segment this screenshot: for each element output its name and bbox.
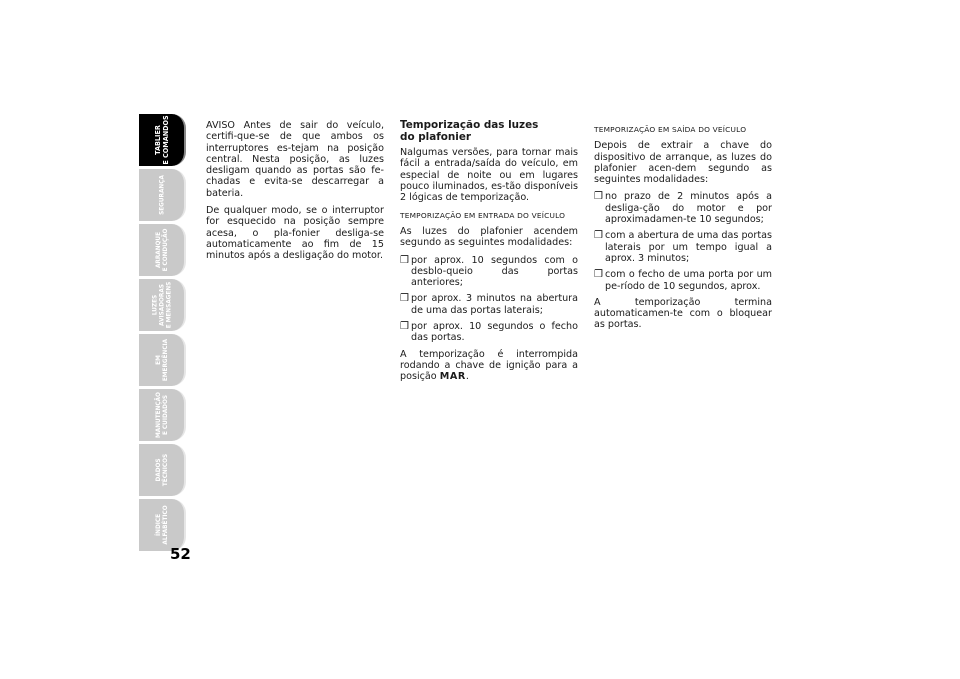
tab-label: EM EMERGÊNCIA [153, 338, 169, 382]
tab-tablier[interactable] [139, 114, 186, 166]
closing-paragraph [400, 349, 578, 383]
heading-line-1: Temporização das luzes [400, 119, 539, 131]
tab-label: TABLIER E COMANDOS [152, 115, 170, 165]
tab-label: ARRANQUE E CONDUÇÃO [153, 228, 169, 272]
list-item-text: com a abertura de uma das portas laterais por um tempo igual a aprox. 3 minutos; [605, 230, 772, 264]
list-item [400, 293, 578, 316]
tab-label: MANUTENÇÃO E CUIDADOS [153, 392, 169, 438]
column-2 [400, 120, 578, 389]
list-item [594, 230, 772, 264]
list-item [594, 269, 772, 292]
column-3 [594, 124, 772, 337]
checkbox-bullet-icon: ❒ [594, 269, 603, 281]
list-item [400, 255, 578, 289]
checkbox-bullet-icon: ❒ [594, 230, 603, 242]
tab-arranque[interactable] [139, 224, 186, 276]
mar-position-label: MAR [439, 371, 466, 383]
page-number: 52 [170, 545, 191, 563]
tab-luzes[interactable] [139, 279, 186, 331]
tab-seguranca[interactable] [139, 169, 186, 221]
tab-label: ÍNDICE ALFABÉTICO [153, 505, 169, 545]
subheading-entry: TEMPORIZAÇÃO EM ENTRADA DO VEÍCULO [400, 210, 566, 220]
closing-text: A temporização é interrompida rodando a chave de ignição para a posição [400, 348, 578, 383]
list-item-text: por aprox. 3 minutos na abertura de uma das portas laterais; [411, 293, 578, 316]
closing-end: . [465, 371, 469, 383]
list-item-text: por aprox. 10 segundos com o desblo-queio das portas anteriores; [411, 254, 578, 289]
checkbox-bullet-icon: ❒ [594, 191, 603, 203]
heading-line-2: do plafonier [400, 130, 471, 143]
body-paragraph: De qualquer modo, se o interruptor for esquecido na posição sempre acesa, o pla-fonier desliga-se automaticamente ao fim de 15 minutos após a desligação do motor. [206, 205, 384, 262]
section-heading [400, 120, 578, 143]
tab-manutencao[interactable] [139, 389, 186, 441]
tab-indice[interactable] [139, 499, 186, 551]
list-item [594, 191, 772, 225]
sub-intro-paragraph: As luzes do plafonier acendem segundo as seguintes modalidades: [400, 225, 578, 249]
list-item-text: por aprox. 10 segundos o fecho das portas. [411, 321, 578, 344]
list-item-text: com o fecho de uma porta por um pe-ríodo de 10 segundos, aprox. [605, 269, 772, 292]
checkbox-bullet-icon: ❒ [400, 321, 409, 333]
column-1 [206, 120, 384, 268]
list-item [400, 321, 578, 344]
tab-label: SEGURANÇA [157, 175, 165, 215]
checkbox-bullet-icon: ❒ [400, 293, 409, 305]
tab-label: DADOS TÉCNICOS [153, 453, 169, 487]
exit-bullet-list [594, 191, 772, 291]
intro-paragraph: Nalgumas versões, para tornar mais fácil a entrada/saída do veículo, em especial de noite ou em lugares pouco iluminados, es-tão disponíveis 2 lógicas de temporização. [400, 147, 578, 204]
entry-bullet-list [400, 255, 578, 344]
subheading-exit: TEMPORIZAÇÃO EM SAÍDA DO VEÍCULO [594, 125, 747, 134]
warning-paragraph: AVISO Antes de sair do veículo, certifi-que-se de que ambos os interruptores es-tejam na posição central. Nesta posição, as luzes desligam quando as portas são fe-chadas e evita-se descarregar a bateria. [206, 120, 384, 199]
tab-dados[interactable] [139, 444, 186, 496]
list-item-text: no prazo de 2 minutos após a desliga-ção do motor e por aproximadamen-te 10 segundos; [605, 191, 772, 226]
checkbox-bullet-icon: ❒ [400, 254, 409, 266]
intro-paragraph: Depois de extrair a chave do dispositivo de arranque, as luzes do plafonier acen-dem segundo as seguintes modalidades: [594, 140, 772, 186]
tab-label: LUZES AVISADORAS E MENSAGENS [150, 281, 172, 329]
tab-emergencia[interactable] [139, 334, 186, 386]
closing-paragraph: A temporização termina automaticamen-te com o bloquear as portas. [594, 296, 772, 331]
